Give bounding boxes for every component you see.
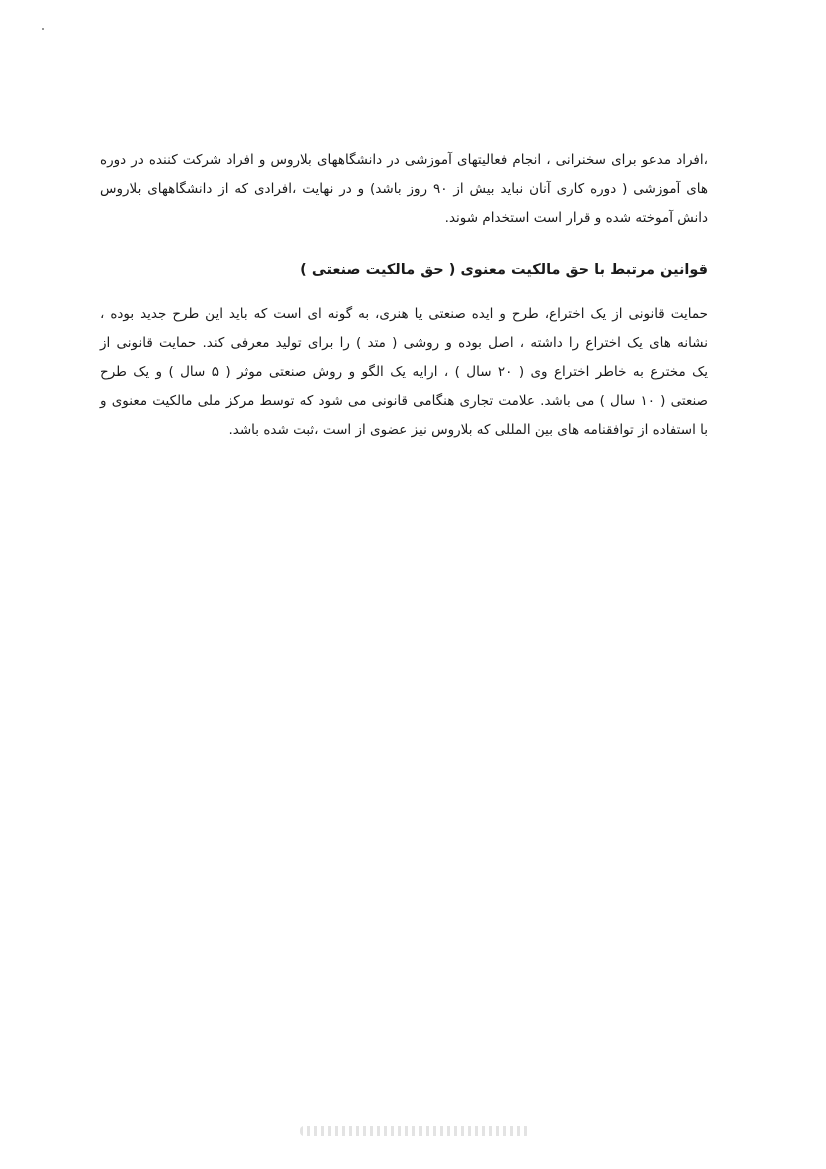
paragraph-line: های آموزشی ( دوره کاری آنان نباید بیش از ۹۰ روز باشد) و در نهایت ،افرادی که از دانشگاههای بلاروس [100, 181, 708, 197]
section-heading: قوانین مرتبط با حق مالکیت معنوی ( حق مالکیت صنعتی ) [300, 262, 708, 278]
paragraph-line: دانش آموخته شده و قرار است استخدام شوند. [444, 210, 708, 226]
paragraph-line: صنعتی ( ۱۰ سال ) می باشد. علامت تجاری هنگامی قانونی می شود که توسط مرکز ملی مالکیت معنوی و [100, 393, 708, 409]
paragraph-line: نشانه های یک اختراع را داشته ، اصل بوده و روشی ( متد ) را برای تولید معرفی کند. حمایت قانونی از [100, 335, 708, 351]
paragraph-legal-protection [100, 300, 708, 445]
paragraph-line: ،افراد مدعو برای سخنرانی ، انجام فعالیتهای آموزشی در دانشگاههای بلاروس و افراد شرکت کننده در دوره [100, 152, 708, 168]
scan-artifact [300, 1126, 530, 1136]
scan-speck [42, 28, 44, 30]
paragraph-visiting-personnel [100, 146, 708, 233]
paragraph-line: یک مخترع به خاطر اختراع وی ( ۲۰ سال ) ، ارایه یک الگو و روش صنعتی موثر ( ۵ سال ) و یک طرح [100, 364, 708, 380]
paragraph-line: حمایت قانونی از یک اختراع، طرح و ایده صنعتی یا هنری، به گونه ای است که باید این طرح جدید بوده ، [100, 306, 708, 322]
paragraph-line: با استفاده از توافقنامه های بین المللی که بلاروس نیز عضوی از است ،ثبت شده باشد. [228, 422, 708, 438]
